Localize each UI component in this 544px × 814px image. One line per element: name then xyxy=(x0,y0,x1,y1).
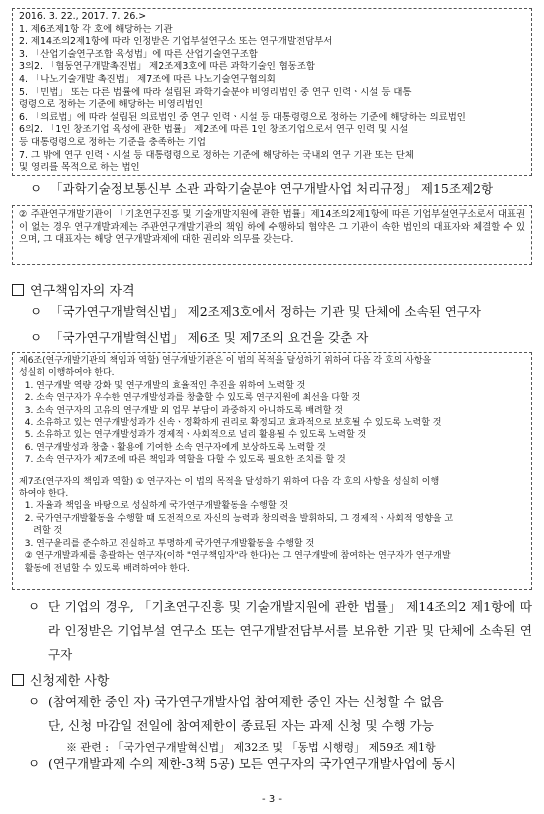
page-number: - 3 - xyxy=(262,794,282,805)
section-title: 신청제한 사항 xyxy=(30,674,110,689)
bullet-symbol: ㅇ xyxy=(30,181,43,196)
bullet-text: 「과학기술정보통신부 소관 과학기술분야 연구개발사업 처리규정」 제15조제2항 xyxy=(50,181,494,196)
statute-line: 하여야 한다. xyxy=(19,489,69,500)
statute-line: 등 대통령령으로 정하는 기준을 충족하는 기업 xyxy=(19,136,206,148)
statute-box-2 xyxy=(12,205,532,265)
statute-line: 1. 제6조제1항 각 호에 해당하는 기관 xyxy=(19,23,173,35)
bullet-innovation-act-2-3 xyxy=(30,300,481,324)
bullet-symbol: ㅇ xyxy=(28,756,41,771)
statute-line: 려할 것 xyxy=(19,526,63,537)
paragraph-text: 단 기업의 경우, 「기초연구진흥 및 기술개발지원에 관한 법률」 제14조의2 제1항에 따라 인정받은 기업부설 연구소 또는 연구개발전담부서를 보유한 기관 및 단체에 소속된 연구자 xyxy=(48,599,532,662)
statute-box-1 xyxy=(12,8,532,176)
statute-line: 령령으로 정하는 기준에 해당하는 비영리법인 xyxy=(19,99,203,111)
statute-line: 1. 연구개발 역량 강화 및 연구개발의 효율적인 추진을 위하여 노력할 것 xyxy=(19,380,306,391)
statute-line: 5. 「민법」 또는 다른 법률에 따라 설립된 과학기술분야 비영리법인 중 연구 인력ㆍ시설 등 대통 xyxy=(19,86,412,98)
statute-line: 3. 연구윤리를 준수하고 진실하고 투명하게 국가연구개발활동을 수행할 것 xyxy=(19,538,315,549)
note-related-law: ※ 관련 : 「국가연구개발혁신법」 제32조 및 「동법 시행령」 제59조 제1항 xyxy=(66,741,436,754)
paragraph-line-1: (참여제한 중인 자) 국가연구개발사업 참여제한 중인 자는 신청할 수 없음 xyxy=(48,694,444,709)
checkbox-square-icon xyxy=(12,284,24,296)
statute-line: ② 연구개발과제를 총괄하는 연구자(이하 "연구책임자"라 한다)는 그 연구개발에 참여하는 연구자가 연구개발 xyxy=(19,551,451,562)
statute-box-1-lines xyxy=(19,11,525,175)
statute-line: 6의2. 「1인 창조기업 육성에 관한 법률」 제2조에 따른 1인 창조기업으로서 연구 인력 및 시설 xyxy=(19,124,409,136)
statute-line: 제7조(연구자의 책임과 역할) ① 연구자는 이 법의 목적을 달성하기 위하여 다음 각 호의 사항을 성실히 이행 xyxy=(19,476,440,487)
paragraph-text: (연구개발과제 수의 제한-3책 5공) 모든 연구자의 국가연구개발사업에 동시 xyxy=(48,756,456,771)
bullet-symbol: ㅇ xyxy=(28,599,41,614)
bullet-regulation-ref xyxy=(30,177,493,201)
statute-line: 2016. 3. 22., 2017. 7. 26.> xyxy=(19,11,147,22)
statute-line: 6. 연구개발성과 창출ㆍ활용에 기여한 소속 연구자에게 보상하도록 노력할 것 xyxy=(19,442,326,453)
section-heading-researcher-qualification xyxy=(12,280,135,299)
statute-line: 7. 소속 연구자가 제7조에 따른 책임과 역할을 다할 수 있도록 필요한 조치를 할 것 xyxy=(19,455,346,466)
statute-box-2-text: ② 주관연구개발기관이 「기초연구진흥 및 기술개발지원에 관한 법률」제14조의2제1항에 따른 기업부설연구소로서 대표권이 없는 경우 연구개발과제는 주관연구개발기관의 책임 하에 수행하되 협약은 그 기관이 속한 법인의 대표자와 체결할 수 있으며, 그 대표자는 해당 연구개발과제에 대한 권리와 의무를 갖는다. xyxy=(19,209,525,246)
statute-line: 3. 「산업기술연구조합 육성법」에 따른 산업기술연구조합 xyxy=(19,48,258,60)
statute-line: 성실히 이행하여야 한다. xyxy=(19,368,115,379)
paragraph-project-limit xyxy=(28,752,532,776)
statute-line: 제6조(연구개발기관의 책임과 역할) 연구개발기관은 이 법의 목적을 달성하기 위하여 다음 각 호의 사항을 xyxy=(19,356,432,366)
statute-box-3 xyxy=(12,352,532,590)
statute-line: 2. 제14조의2제1항에 따라 인정받은 기업부설연구소 또는 연구개발전담부서 xyxy=(19,36,333,48)
statute-line: 4. 소유하고 있는 연구개발성과가 신속ㆍ정확하게 권리로 확정되고 효과적으로 보호될 수 있도록 노력할 것 xyxy=(19,418,442,429)
paragraph-company-case xyxy=(28,595,532,667)
statute-line: 활동에 전념할 수 있도록 배려하여야 한다. xyxy=(19,563,190,574)
bullet-symbol: ㅇ xyxy=(30,330,43,345)
statute-line: 2. 국가연구개발활동을 수행할 때 도전적으로 자신의 능력과 창의력을 발휘하되, 그 경제적ㆍ사회적 영향을 고 xyxy=(19,513,454,524)
statute-line xyxy=(19,467,525,476)
paragraph-participation-restriction xyxy=(28,690,532,738)
bullet-symbol: ㅇ xyxy=(28,694,41,709)
statute-line: 1. 자율과 책임을 바탕으로 성실하게 국가연구개발활동을 수행할 것 xyxy=(19,501,289,512)
statute-line: 2. 소속 연구자가 우수한 연구개발성과를 창출할 수 있도록 연구지원에 최선을 다할 것 xyxy=(19,393,361,404)
statute-line: 3의2. 「협동연구개발촉진법」 제2조제3호에 따른 과학기술인 협동조합 xyxy=(19,61,315,73)
paragraph-line-2: 단, 신청 마감일 전일에 참여제한이 종료된 자는 과제 신청 및 수행 가능 xyxy=(48,718,434,733)
statute-line: 3. 소속 연구자의 고유의 연구개발 외 업무 부담이 과중하지 아니하도록 배려할 것 xyxy=(19,405,343,416)
bullet-innovation-act-6-7 xyxy=(30,326,368,350)
checkbox-square-icon xyxy=(12,674,24,686)
section-heading-application-restrictions xyxy=(12,670,109,689)
statute-line: 7. 그 밖에 연구 인력ㆍ시설 등 대통령령으로 정하는 기준에 해당하는 국내외 연구 기관 또는 단체 xyxy=(19,149,414,161)
statute-line: 및 영리를 목적으로 하는 법인 xyxy=(19,162,140,174)
bullet-text: 「국가연구개발혁신법」 제6조 및 제7조의 요건을 갖춘 자 xyxy=(50,330,369,345)
bullet-symbol: ㅇ xyxy=(30,304,43,319)
statute-line: 5. 소유하고 있는 연구개발성과가 경제적ㆍ사회적으로 널리 활용될 수 있도록 노력할 것 xyxy=(19,430,367,441)
statute-box-3-lines xyxy=(19,355,525,575)
section-title: 연구책임자의 자격 xyxy=(30,284,135,299)
bullet-text: 「국가연구개발혁신법」 제2조제3호에서 정하는 기관 및 단체에 소속된 연구자 xyxy=(50,304,481,319)
statute-line: 6. 「의료법」에 따라 설립된 의료법인 중 연구 인력ㆍ시설 등 대통령령으로 정하는 기준에 해당하는 의료법인 xyxy=(19,111,466,123)
statute-line: 4. 「나노기술개발 촉진법」 제7조에 따른 나노기술연구협의회 xyxy=(19,73,276,85)
